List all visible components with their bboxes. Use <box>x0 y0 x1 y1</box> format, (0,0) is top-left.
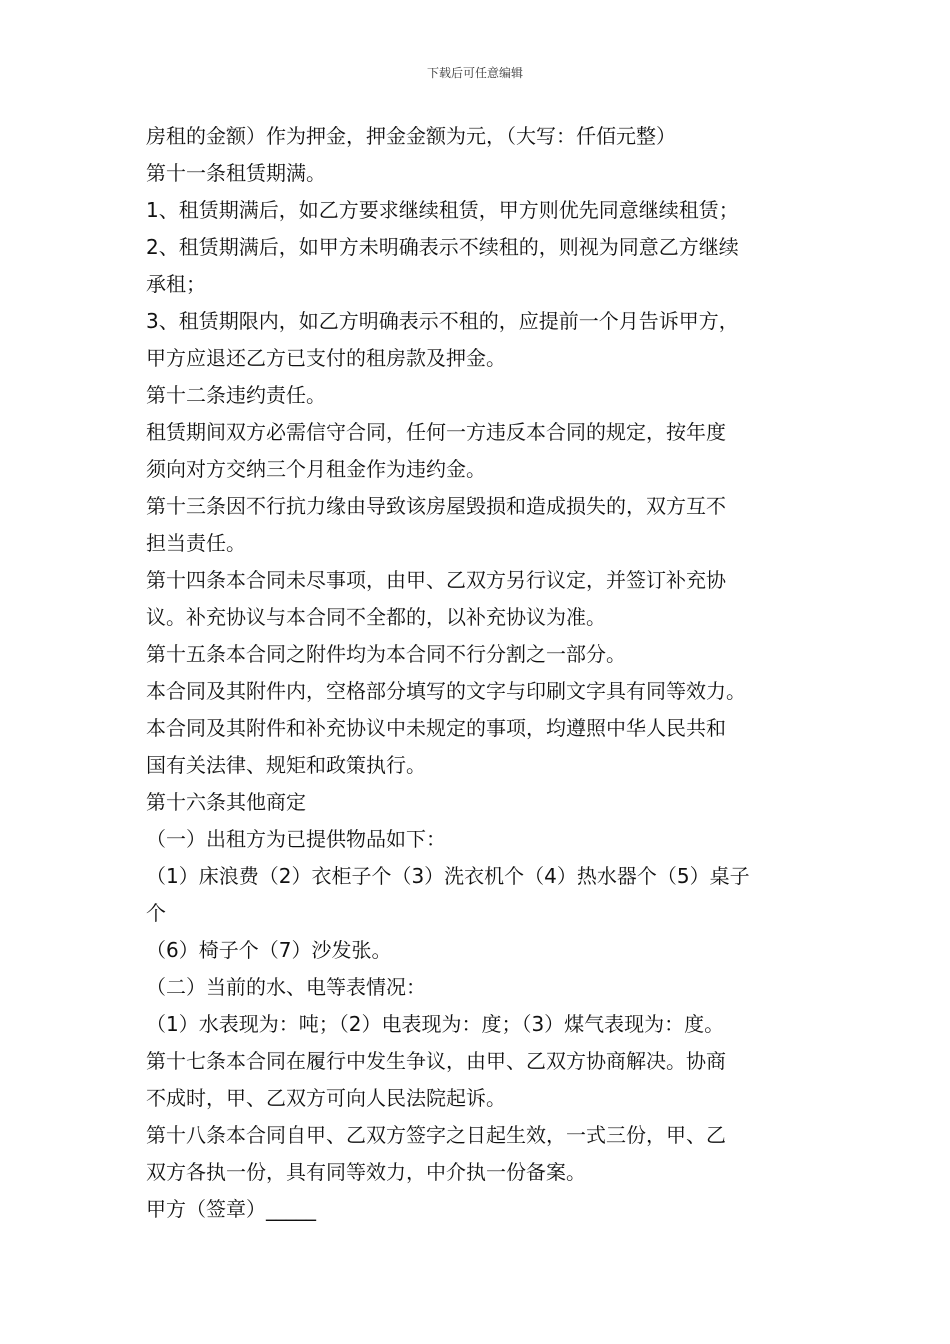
text-line: （1）床浪费（2）衣柜子个（3）洗衣机个（4）热水器个（5）桌子 <box>146 864 750 888</box>
text-line: 本合同及其附件内，空格部分填写的文字与印刷文字具有同等效力。 <box>146 679 746 703</box>
text-line: （6）椅子个（7）沙发张。 <box>146 938 392 962</box>
text-line: 担当责任。 <box>146 531 246 555</box>
text-line: （一）出租方为已提供物品如下： <box>146 827 446 851</box>
article-14-text: 第十四条本合同未尽事项，由甲、乙双方另行议定，并签订补充协 <box>146 568 726 592</box>
text-line: 议。补充协议与本合同不全都的，以补充协议为准。 <box>146 605 606 629</box>
party-a-signature-line: 甲方（签章）_____ <box>146 1197 316 1221</box>
text-line: 不成时，甲、乙双方可向人民法院起诉。 <box>146 1086 506 1110</box>
article-18-text: 第十八条本合同自甲、乙双方签字之日起生效，一式三份，甲、乙 <box>146 1123 726 1147</box>
text-line: 3、租赁期限内，如乙方明确表示不租的，应提前一个月告诉甲方， <box>146 309 739 333</box>
text-line: （1）水表现为：吨；（2）电表现为：度；（3）煤气表现为：度。 <box>146 1012 725 1036</box>
text-line: （二）当前的水、电等表情况： <box>146 975 426 999</box>
article-16-heading: 第十六条其他商定 <box>146 790 306 814</box>
article-12-heading: 第十二条违约责任。 <box>146 383 326 407</box>
text-line: 承租； <box>146 272 206 296</box>
contract-text-body <box>146 118 846 1228</box>
text-line: 房租的金额）作为押金，押金金额为元，（大写：仟佰元整） <box>146 124 676 148</box>
text-line: 租赁期间双方必需信守合同，任何一方违反本合同的规定，按年度 <box>146 420 726 444</box>
page-header-note: 下载后可任意编辑 <box>426 66 523 80</box>
text-line: 双方各执一份，具有同等效力，中介执一份备案。 <box>146 1160 586 1184</box>
text-line: 个 <box>146 901 166 925</box>
article-11-heading: 第十一条租赁期满。 <box>146 161 326 185</box>
article-17-text: 第十七条本合同在履行中发生争议，由甲、乙双方协商解决。协商 <box>146 1049 726 1073</box>
text-line: 1、租赁期满后，如乙方要求继续租赁，甲方则优先同意继续租赁； <box>146 198 739 222</box>
text-line: 2、租赁期满后，如甲方未明确表示不续租的，则视为同意乙方继续 <box>146 235 739 259</box>
article-15-text: 第十五条本合同之附件均为本合同不行分割之一部分。 <box>146 642 626 666</box>
text-line: 须向对方交纳三个月租金作为违约金。 <box>146 457 486 481</box>
article-13-text: 第十三条因不行抗力缘由导致该房屋毁损和造成损失的，双方互不 <box>146 494 726 518</box>
text-line: 本合同及其附件和补充协议中未规定的事项，均遵照中华人民共和 <box>146 716 726 740</box>
text-line: 国有关法律、规矩和政策执行。 <box>146 753 426 777</box>
text-line: 甲方应退还乙方已支付的租房款及押金。 <box>146 346 506 370</box>
